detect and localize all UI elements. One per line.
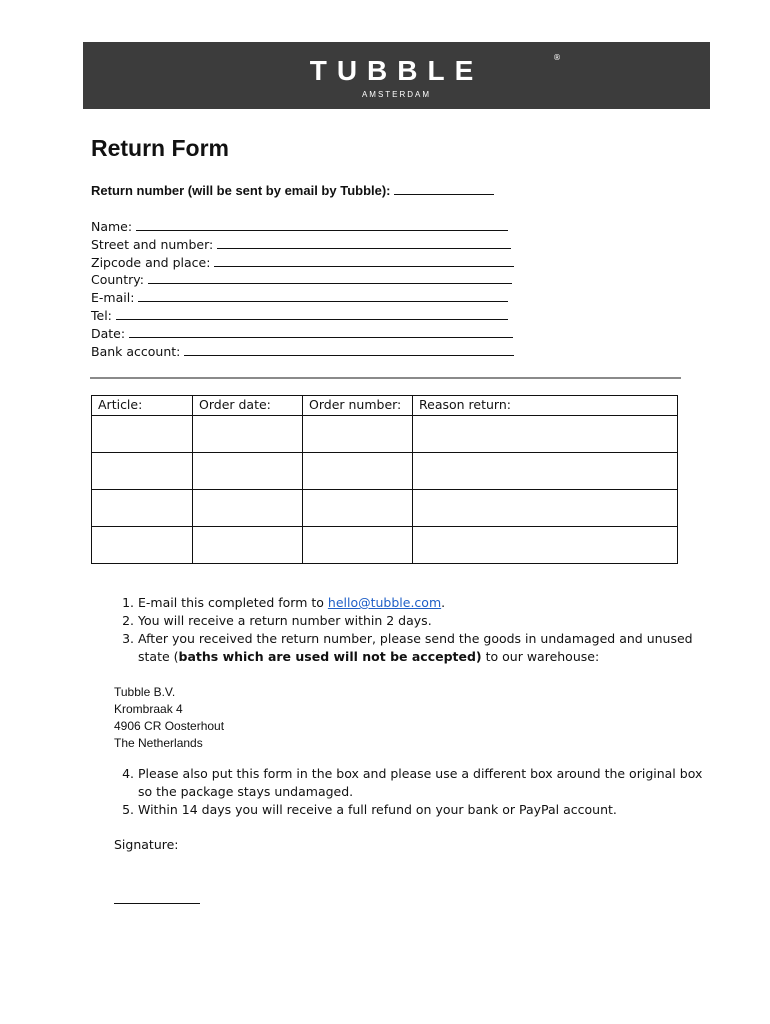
date-line[interactable] [129, 325, 513, 338]
tel-line[interactable] [116, 307, 508, 320]
field-row-date [91, 325, 514, 343]
name-line[interactable] [136, 218, 508, 231]
col-reason: Reason return: [413, 396, 678, 416]
field-label: Tel: [91, 307, 112, 323]
articles-table [91, 395, 678, 564]
table-row [92, 527, 678, 564]
return-number-label: Return number (will be sent by email by Tubble): [91, 183, 391, 198]
table-row [92, 416, 678, 453]
email-line[interactable] [138, 289, 508, 302]
instructions-list-continued [91, 765, 718, 819]
table-row [92, 453, 678, 490]
field-row-country [91, 271, 514, 289]
step-text: to our warehouse: [481, 649, 600, 664]
field-label: Bank account: [91, 343, 181, 359]
registered-mark: ® [553, 53, 561, 62]
table-cell[interactable] [193, 453, 303, 490]
step-text: E-mail this completed form to [138, 595, 328, 610]
instructions-list [91, 594, 698, 666]
email-link[interactable]: hello@tubble.com [327, 595, 442, 610]
customer-fields [91, 218, 514, 360]
field-row-street [91, 236, 514, 254]
table-cell[interactable] [413, 490, 678, 527]
address-country: The Netherlands [114, 736, 203, 750]
table-cell[interactable] [92, 416, 193, 453]
table-header-row [92, 396, 678, 416]
field-label: Street and number: [91, 236, 214, 252]
field-label: Name: [91, 219, 133, 234]
table-cell[interactable] [303, 490, 413, 527]
instruction-step-4: 4. Please also put this form in the box and please use a different box around the original box so the package stays undamaged. [138, 765, 718, 801]
table-cell[interactable] [193, 416, 303, 453]
brand-city: AMSTERDAM [361, 90, 432, 99]
page-title: Return Form [91, 135, 229, 161]
bank-line[interactable] [184, 343, 514, 356]
field-row-name [91, 218, 514, 236]
return-number-line[interactable] [394, 182, 494, 195]
header-banner [83, 42, 710, 109]
field-row-zipcode [91, 254, 514, 272]
table-cell[interactable] [303, 416, 413, 453]
signature-line[interactable] [114, 903, 200, 904]
step-text: . [441, 595, 446, 610]
field-label: E-mail: [91, 290, 135, 306]
step-warning: baths which are used will not be accepted) [178, 649, 482, 664]
address-street: Krombraak 4 [114, 702, 183, 716]
field-label: Country: [91, 272, 144, 288]
section-divider [90, 377, 681, 379]
field-row-tel [91, 307, 514, 325]
table-cell[interactable] [303, 453, 413, 490]
field-row-bank [91, 343, 514, 361]
table-cell[interactable] [303, 527, 413, 564]
col-order-date: Order date: [193, 396, 303, 416]
col-article: Article: [92, 396, 193, 416]
table-cell[interactable] [193, 490, 303, 527]
table-cell[interactable] [92, 490, 193, 527]
table-row [92, 490, 678, 527]
instruction-step-2: 2. You will receive a return number within 2 days. [138, 612, 698, 630]
address-zip-city: 4906 CR Oosterhout [114, 719, 225, 733]
table-cell[interactable] [92, 453, 193, 490]
step-text: After you received the return number, please send the goods in undamaged and unused state ( [138, 631, 693, 664]
street-line[interactable] [217, 236, 511, 249]
table-cell[interactable] [413, 453, 678, 490]
field-label: Zipcode and place: [91, 254, 211, 270]
instruction-step-3 [138, 630, 698, 666]
field-row-email [91, 289, 514, 307]
table-cell[interactable] [92, 527, 193, 564]
brand-logo: TUBBLE [309, 55, 484, 86]
field-label: Date: [91, 325, 126, 341]
return-number-row [91, 182, 494, 198]
country-line[interactable] [148, 271, 512, 284]
table-cell[interactable] [193, 527, 303, 564]
table-cell[interactable] [413, 416, 678, 453]
table-cell[interactable] [413, 527, 678, 564]
warehouse-address [114, 684, 224, 752]
signature-label: Signature: [114, 837, 179, 852]
instruction-step-1 [138, 594, 698, 612]
address-company: Tubble B.V. [114, 685, 176, 699]
instruction-step-5: 5. Within 14 days you will receive a full refund on your bank or PayPal account. [138, 801, 718, 819]
col-order-number: Order number: [303, 396, 413, 416]
zipcode-line[interactable] [214, 254, 514, 267]
